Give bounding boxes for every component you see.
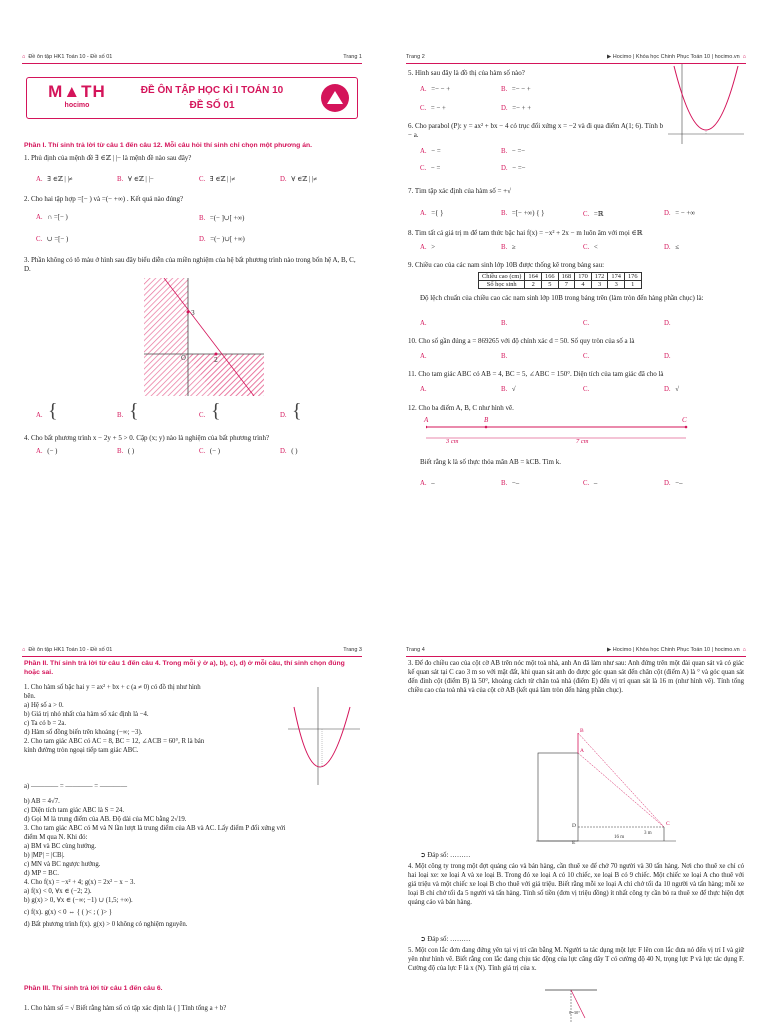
header-right: Trang 3 (343, 646, 362, 653)
fig-label-b: B (580, 728, 584, 734)
table-cell: 3 (608, 281, 625, 289)
text-line: d) MP = BC. (24, 869, 59, 877)
q9-option-d[interactable]: D. (664, 320, 671, 327)
q9-table (478, 272, 642, 289)
page-header (406, 50, 746, 64)
text-line: c) MN và BC ngược hướng. (24, 860, 101, 868)
q10-option-a[interactable]: A. (420, 353, 427, 360)
q8-option-d[interactable]: D. ≤ (664, 244, 680, 251)
section-3-heading: Phần III. Thí sinh trả lời từ câu 1 đến câu 6. (24, 985, 163, 992)
p4-question-4: 4. Một công ty trong một đợt quảng cáo và bán hàng, cần thuê xe để chở 70 người và 30 tấn hàng. Nơi cho thuê xe chỉ có hai loại xe: xe loại A và xe loại B. Trong đó xe loại A có 10 chiếc, xe loại B có 9 chiếc. Một chiếc xe loại A cho thuê với giá triệu và một chiếc xe loại B cho thuê với giá triệu. Biết rằng mỗi xe loại A chỉ chở tối đa 10 người và tấn hàng; mỗi xe loại B chỉ chở tối đa 5 người và tấn hàng. Tính số tiền (đơn vị triệu đồng) ít nhất công ty cần bỏ ra thuê xe để thực hiện đợt quảng cáo và bán hàng. (408, 863, 744, 906)
p4-question-3: 3. Để đo chiều cao của cột cờ AB trên nóc một toà nhà, anh An đã làm như sau: Anh đứng trên một đài quan sát và có giác kế quan sát tại C cao 3 m so với mặt đất, khi quan sát anh đo được góc quan sát đến chân cột (điểm A) là ° và góc quan sát đến đỉnh cột (điểm B) là 50°, khoảng cách từ chân toà nhà (điểm E) đến vị trí quan sát là 16 m (như hình vẽ). Tính tổng chiều cao của toà nhà và của cột cờ AB (kết quả làm tròn đến hàng phần chục). (408, 660, 744, 694)
q3-brace-b: { (129, 400, 139, 422)
q9-tail: Độ lệch chuẩn của chiều cao các nam sinh lớp 10B trong bảng trên (làm tròn đến hàng phần chục) là: (420, 294, 704, 302)
logo-icon (319, 82, 351, 114)
question-11: 11. Cho tam giác ABC có AB = 4, BC = 5, ∠ABC = 150°. Diện tích của tam giác đã cho là (408, 370, 664, 378)
q12-tail: Biết rằng k là số thực thỏa mãn AB = kCB. Tìm k. (420, 458, 561, 466)
fig-label-d: D (572, 823, 576, 829)
q4-option-b[interactable]: B. ( ) (117, 448, 135, 455)
question-5: 5. Hình sau đây là đồ thị của hàm số nào? (408, 69, 525, 77)
q12-distance-2: 7 cm (576, 438, 589, 445)
header-right: ▶ Hocimo | Khóa học Chinh Phục Toán 10 | hocimo.vn (607, 646, 740, 653)
q6-option-a[interactable]: A. − = (420, 148, 441, 155)
q5-graph (668, 64, 744, 144)
page-header (22, 643, 362, 657)
q8-option-b[interactable]: B. ≥ (501, 244, 516, 251)
q10-option-d[interactable]: D. (664, 353, 671, 360)
q10-option-b[interactable]: B. (501, 353, 508, 360)
header-left: Trang 2 (406, 53, 425, 60)
q1-option-a[interactable]: A. ∃ ∈ℤ | |≠ (36, 176, 73, 183)
q4-option-c[interactable]: C. (− ) (199, 448, 220, 455)
page-header (22, 50, 362, 64)
question-2: 2. Cho hai tập hợp =[− ) và =(− +∞) . Kết quả nào đúng? (24, 195, 184, 203)
q1-option-c[interactable]: C. ∃ ∈ℤ | |≠ (199, 176, 236, 183)
q12-option-d[interactable]: D. −– (664, 480, 683, 487)
p3-block-2 (24, 783, 360, 930)
q5-option-d[interactable]: D. =− + + (501, 105, 532, 112)
table-cell: 7 (558, 281, 575, 289)
svg-text:2: 2 (214, 357, 218, 364)
q10-option-c[interactable]: C. (583, 353, 590, 360)
q3-option-c[interactable]: C. (199, 412, 206, 419)
q8-option-c[interactable]: C. < (583, 244, 598, 251)
text-line: d) Bất phương trình f(x). g(x) > 0 không có nghiệm nguyên. (24, 920, 188, 928)
q7-option-b[interactable]: B. =[− +∞) { } (501, 210, 545, 217)
section-1-heading: Phần I. Thí sinh trả lời từ câu 1 đến câu 12. Mỗi câu hỏi thí sinh chỉ chọn một phương án. (24, 142, 313, 149)
table-cell: 170 (575, 273, 592, 281)
q9-option-b[interactable]: B. (501, 320, 508, 327)
text-line: a) BM và BC cùng hướng. (24, 842, 97, 850)
p3-block-1 (24, 684, 304, 756)
q6-option-c[interactable]: C. − = (420, 165, 441, 172)
p4-question-5: 5. Một con lắc đơn đang đứng yên tại vị trí cân bằng M. Người ta tác dụng một lực F lên con lắc đưa nó đến vị trí I và giữ yên như hình vẽ. Biết rằng con lắc đang chịu tác động của lực căng dây T có cường độ 40 N, trọng lực P và lực tác dụng F. Cường độ của lực F là x (N). Tính giá trị của x. (408, 947, 744, 972)
question-12: 12. Cho ba điểm A, B, C như hình vẽ. (408, 404, 514, 412)
text-line: b) AB = 4√7. (24, 797, 60, 805)
fig-label-c: C (666, 821, 670, 827)
q4-option-a[interactable]: A. (− ) (36, 448, 58, 455)
answer-line[interactable]: ➲ Đáp số: ……… (420, 852, 471, 859)
question-7: 7. Tìm tập xác định của hàm số = +√ (408, 187, 511, 195)
text-line: d) Gọi M là trung điểm của AB. Độ dài của MC bằng 2√19. (24, 815, 187, 823)
text-line: d) Hàm số đồng biến trên khoảng (−∞; −3). (24, 728, 143, 736)
q2-option-c[interactable]: C. ∪ =[− ) (36, 236, 69, 243)
header-right: Trang 1 (343, 53, 362, 60)
table-cell: 3 (591, 281, 608, 289)
question-4: 4. Cho bất phương trình x − 2y + 5 > 0. Cặp (x; y) nào là nghiệm của bất phương trình? (24, 434, 270, 442)
book-icon: ⌂ (22, 646, 26, 653)
book-icon: ⌂ (742, 53, 746, 60)
q6-option-d[interactable]: D. − =− (501, 165, 526, 172)
page-subtitle: ĐỀ SỐ 01 (189, 100, 235, 111)
q11-option-b[interactable]: B. √ (501, 386, 516, 393)
text-line: c) Ta có b = 2a. (24, 719, 67, 727)
p3-last-question: 1. Cho hàm số = √ Biết rằng hàm số có tập xác định là ( ] Tính tổng a + b? (24, 1005, 227, 1012)
text-line: bên. (24, 692, 36, 700)
page-2 (406, 50, 746, 505)
q3-brace-c: { (211, 400, 221, 422)
header-left: Đề ôn tập HK1 Toán 10 - Đề số 01 (28, 646, 113, 653)
logo (37, 82, 117, 116)
fig-label-a: A (580, 748, 584, 754)
q11-option-a[interactable]: A. (420, 386, 427, 393)
table-cell: 176 (624, 273, 641, 281)
logo-text: M▲TH (48, 82, 106, 101)
fig-label-e: E (572, 840, 576, 846)
table-cell: 172 (591, 273, 608, 281)
text-line: 1. Cho hàm số bậc hai y = ax² + bx + c (a ≠ 0) có đồ thị như hình (24, 684, 201, 691)
q7-option-d[interactable]: D. = − +∞ (664, 210, 696, 217)
q12-option-b[interactable]: B. −– (501, 480, 520, 487)
text-line: điểm M qua N. Khi đó: (24, 833, 88, 841)
question-9: 9. Chiều cao của các nam sinh lớp 10B được thống kê trong bảng sau: (408, 261, 605, 269)
q3-brace-a: { (48, 400, 58, 422)
q12-distance-1: 3 cm (446, 438, 459, 445)
table-cell: 4 (575, 281, 592, 289)
fig-label-height: 3 m (644, 831, 652, 836)
q1-option-b[interactable]: B. ∀ ∈ℤ | |− (117, 176, 154, 183)
text-line: c) Diện tích tam giác ABC là S = 24. (24, 806, 125, 814)
q2-option-a[interactable]: A. ∩ =[− ) (36, 214, 68, 221)
q9-option-c[interactable]: C. (583, 320, 590, 327)
q8-option-a[interactable]: A. > (420, 244, 436, 251)
q12-label-b: B (484, 416, 489, 424)
table-cell: 168 (558, 273, 575, 281)
text-line: b) g(x) > 0, ∀x ∈ (−∞; −1) ∪ (1,5; +∞). (24, 896, 133, 904)
q11-option-d[interactable]: D. √ (664, 386, 680, 393)
q1-option-d[interactable]: D. ∀ ∈ℤ | |≠ (280, 176, 317, 183)
page-3 (22, 643, 362, 1024)
text-line: b) |MP| = |CB|. (24, 851, 65, 859)
table-cell: 166 (542, 273, 559, 281)
text-line: 2. Cho tam giác ABC có AC = 8, BC = 12, ∠ACB = 60°, R là bán (24, 737, 205, 745)
q12-label-a: A (424, 416, 429, 424)
text-line: 3. Cho tam giác ABC có M và N lần lượt là trung điểm của AB và AC. Lấy điểm P đối xứng với (24, 824, 286, 832)
q5-option-c[interactable]: C. = − + (420, 105, 446, 112)
title-box (26, 77, 358, 119)
q3-brace-d: { (292, 400, 302, 422)
text-line: a) f(x) < 0, ∀x ∈ (−2; 2). (24, 887, 92, 895)
section-2-heading: Phần II. Thí sinh trả lời từ câu 1 đến câu 4. Trong mỗi ý ở a), b), c), d) ở mỗi câu, thí sinh chọn đúng hoặc sai. (24, 660, 345, 676)
q6-option-b[interactable]: B. − =− (501, 148, 526, 155)
header-left: Đề ôn tập HK1 Toán 10 - Đề số 01 (28, 53, 113, 60)
question-3: 3. Phần không có tô màu ở hình sau đây biểu diễn của miền nghiệm của hệ bất phương trình nào trong bốn hệ A, B, C, D. (24, 256, 356, 274)
fig-angle-label: 0=30° (569, 1010, 581, 1015)
q2-option-b[interactable]: B. =(− ]∪[ +∞) (199, 215, 245, 222)
q12-option-a[interactable]: A. – (420, 480, 435, 487)
page-title: ĐỀ ÔN TẬP HỌC KÌ I TOÁN 10 (140, 85, 284, 96)
q12-segment-figure (426, 416, 696, 446)
answer-line[interactable]: ➲ Đáp số: ……… (420, 936, 471, 943)
svg-text:3: 3 (191, 310, 195, 317)
text-line: 4. Cho f(x) = −x² + 4; g(x) = 2x² − x − 3. (24, 878, 136, 886)
question-1: 1. Phủ định của mệnh đề ∃ ∈ℤ | |− là mệnh đề nào sau đây? (24, 154, 192, 162)
table-cell: 164 (525, 273, 542, 281)
table-cell: 174 (608, 273, 625, 281)
q5-option-a[interactable]: A. =− − + (420, 86, 451, 93)
text-line: c) f(x). g(x) < 0 ⇔ { ( )< ; ( )> } (24, 908, 113, 916)
region-figure (144, 278, 264, 396)
question-10: 10. Cho số gần đúng a = 869265 với độ chính xác d = 50. Số quy tròn của số a là (408, 337, 635, 345)
page-header (406, 643, 746, 657)
q12-option-c[interactable]: C. – (583, 480, 598, 487)
text-line: kính đường tròn ngoại tiếp tam giác ABC. (24, 746, 139, 754)
q7-option-a[interactable]: A. ={ } (420, 210, 444, 217)
pendulum-figure (541, 988, 601, 1022)
q2-option-d[interactable]: D. =(− )∪[ +∞) (199, 236, 245, 243)
text-line: b) Giá trị nhỏ nhất của hàm số xác định là −4. (24, 710, 149, 718)
svg-text:O: O (181, 355, 186, 362)
q3-option-d[interactable]: D. (280, 412, 287, 419)
page-1 (22, 50, 362, 505)
header-right: ▶ Hocimo | Khóa học Chinh Phục Toán 10 | hocimo.vn (607, 53, 740, 60)
table-header-label: Chiều cao (cm) (479, 273, 525, 281)
q11-option-c[interactable]: C. (583, 386, 590, 393)
text-line: a) ———— = ———— = ———— (24, 783, 128, 790)
q9-option-a[interactable]: A. (420, 320, 427, 327)
parabola-graph (288, 687, 360, 785)
page-4 (406, 643, 746, 1024)
logo-sub: hocimo (64, 102, 90, 109)
q5-option-b[interactable]: B. =− − + (501, 86, 531, 93)
question-6: 6. Cho parabol (P): y = ax² + bx − 4 có trục đối xứng x = −2 và đi qua điểm A(1; 6). Tính b − a. (408, 122, 664, 140)
table-row-label: Số học sinh (479, 281, 525, 289)
q12-label-c: C (682, 416, 687, 424)
book-icon: ⌂ (742, 646, 746, 653)
table-cell: 2 (525, 281, 542, 289)
table-cell: 5 (542, 281, 559, 289)
q3-option-a[interactable]: A. (36, 412, 43, 419)
fig-label-width: 16 m (614, 835, 625, 840)
text-line: a) Hệ số a > 0. (24, 701, 64, 709)
q7-option-c[interactable]: C. =ℝ (583, 211, 604, 218)
flagpole-figure (536, 728, 676, 846)
table-cell: 1 (624, 281, 641, 289)
header-left: Trang 4 (406, 646, 425, 653)
q4-option-d[interactable]: D. ( ) (280, 448, 298, 455)
question-8: 8. Tìm tất cả giá trị m để tam thức bậc hai f(x) = −x² + 2x − m luôn âm với mọi ∈ℝ (408, 229, 643, 237)
q3-option-b[interactable]: B. (117, 412, 124, 419)
book-icon: ⌂ (22, 53, 26, 60)
